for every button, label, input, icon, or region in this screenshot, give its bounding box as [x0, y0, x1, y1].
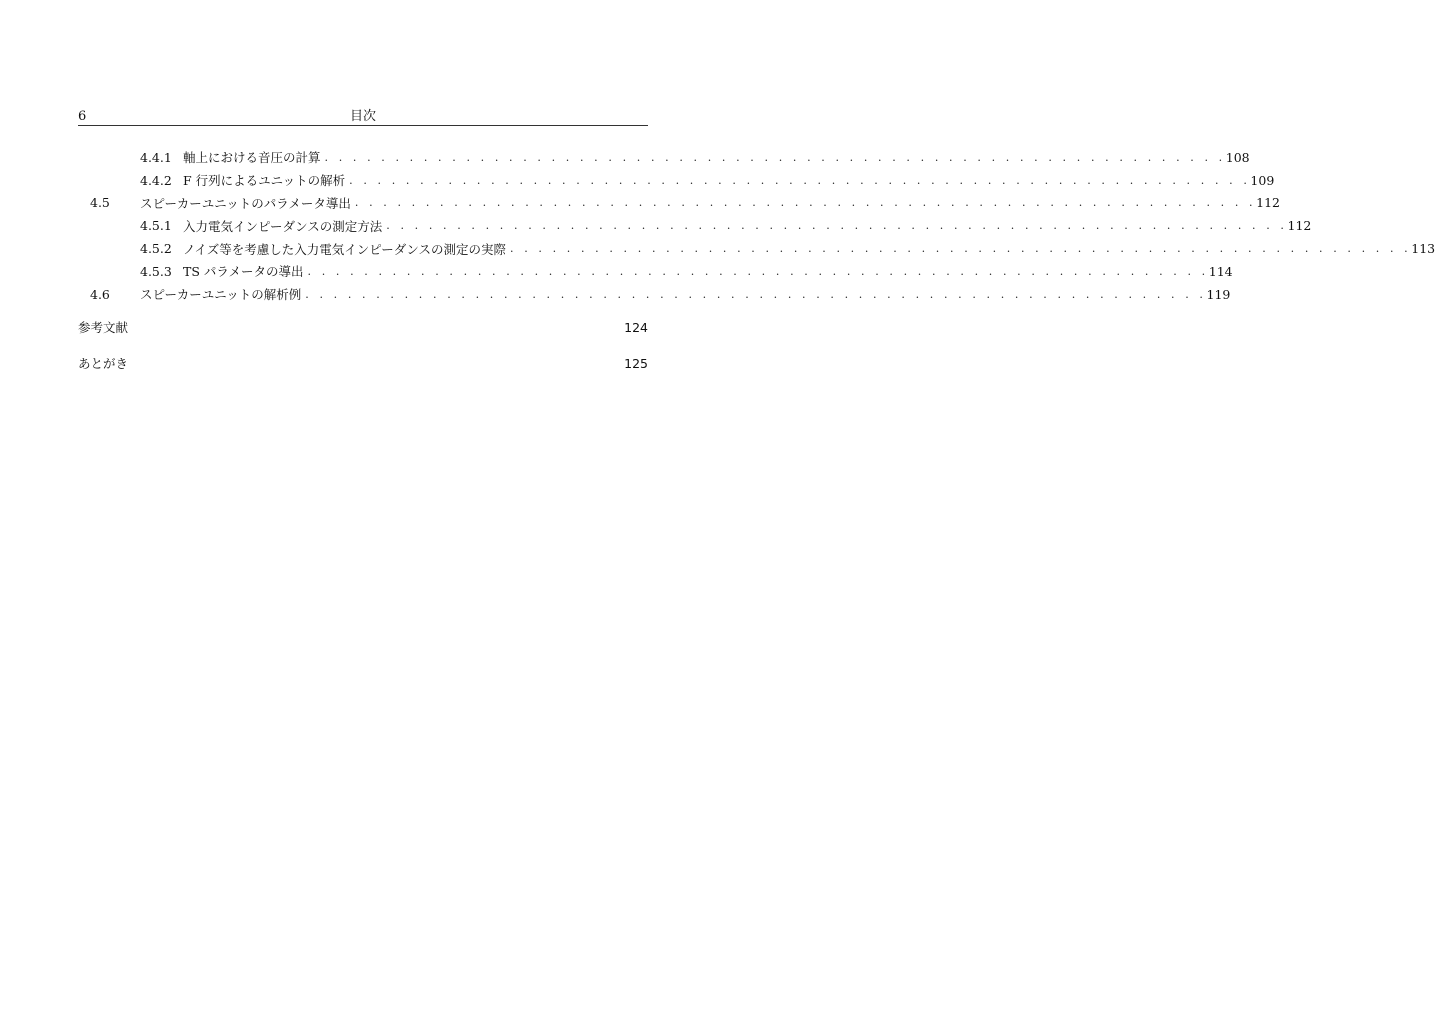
chapter-title: 参考文献 [78, 320, 129, 335]
dot-leader: . . . . . . . . . . . . . . . . . . . . . . . . . . . . . . . . . . . . . . . . . . . . . . . . . . . . . . . . . . . . . . . . [307, 264, 1209, 278]
section-title: スピーカーユニットのパラメータ導出 [140, 195, 351, 211]
running-header [78, 109, 648, 126]
section-number: 4.4.2 [140, 172, 172, 188]
section-title: 軸上における音圧の計算 [183, 150, 321, 166]
toc-entry-4-5[interactable] [78, 192, 1281, 215]
section-title: F 行列によるユニットの解析 [183, 173, 346, 189]
section-title: TS パラメータの導出 [183, 264, 304, 280]
section-number: 4.5.3 [140, 263, 172, 279]
section-number: 4.5 [90, 195, 110, 211]
section-title: 入力電気インピーダンスの測定方法 [183, 218, 383, 234]
dot-leader: . . . . . . . . . . . . . . . . . . . . . . . . . . . . . . . . . . . . . . . . . . . . . . . . . . . . . . . . . . . . . . . . [354, 196, 1257, 210]
chapter-title: あとがき [78, 356, 129, 371]
dot-leader: . . . . . . . . . . . . . . . . . . . . . . . . . . . . . . . . . . . . . . . . . . . . . . . . . . . . . . . . . . . . . . . . [324, 150, 1226, 164]
running-title: 目次 [349, 109, 376, 124]
page-ref: 124 [624, 319, 648, 335]
page-ref: 119 [1206, 286, 1231, 302]
toc-entry-4-5-1[interactable] [78, 214, 1312, 237]
toc-chapter-references[interactable] [78, 317, 648, 337]
dot-leader: . . . . . . . . . . . . . . . . . . . . . . . . . . . . . . . . . . . . . . . . . . . . . . . . . . . . . . . . . . . . . . . . [305, 287, 1207, 301]
toc-entry-4-4-1[interactable] [78, 146, 1250, 169]
section-title: ノイズ等を考慮した入力電気インピーダンスの測定の実際 [183, 241, 507, 257]
page-ref: 109 [1250, 172, 1275, 188]
page-ref: 125 [624, 355, 648, 371]
page-ref: 112 [1287, 218, 1312, 234]
section-number: 4.5.1 [140, 218, 172, 234]
page-ref: 113 [1411, 241, 1435, 257]
section-number: 4.4.1 [140, 149, 172, 165]
table-of-contents [78, 146, 1435, 306]
page-ref: 114 [1208, 263, 1233, 279]
page-ref: 112 [1256, 195, 1281, 211]
dot-leader: . . . . . . . . . . . . . . . . . . . . . . . . . . . . . . . . . . . . . . . . . . . . . . . . . . . . . . . . . . . . . . . . [349, 173, 1251, 187]
toc-entry-4-5-2[interactable] [78, 237, 1435, 260]
toc-entry-4-4-2[interactable] [78, 169, 1275, 192]
toc-chapter-afterword[interactable] [78, 353, 648, 373]
dot-leader: . . . . . . . . . . . . . . . . . . . . . . . . . . . . . . . . . . . . . . . . . . . . . . . . . . . . . . . . . . . . . . . . [386, 219, 1288, 233]
dot-leader: . . . . . . . . . . . . . . . . . . . . . . . . . . . . . . . . . . . . . . . . . . . . . . . . . . . . . . . . . . . . . . . . [510, 242, 1412, 256]
page-ref: 108 [1225, 149, 1250, 165]
section-title: スピーカーユニットの解析例 [140, 287, 302, 303]
page-number: 6 [78, 109, 87, 124]
section-number: 4.6 [90, 286, 110, 302]
toc-entry-4-5-3[interactable] [78, 260, 1233, 283]
toc-entry-4-6[interactable] [78, 283, 1231, 306]
section-number: 4.5.2 [140, 241, 172, 257]
